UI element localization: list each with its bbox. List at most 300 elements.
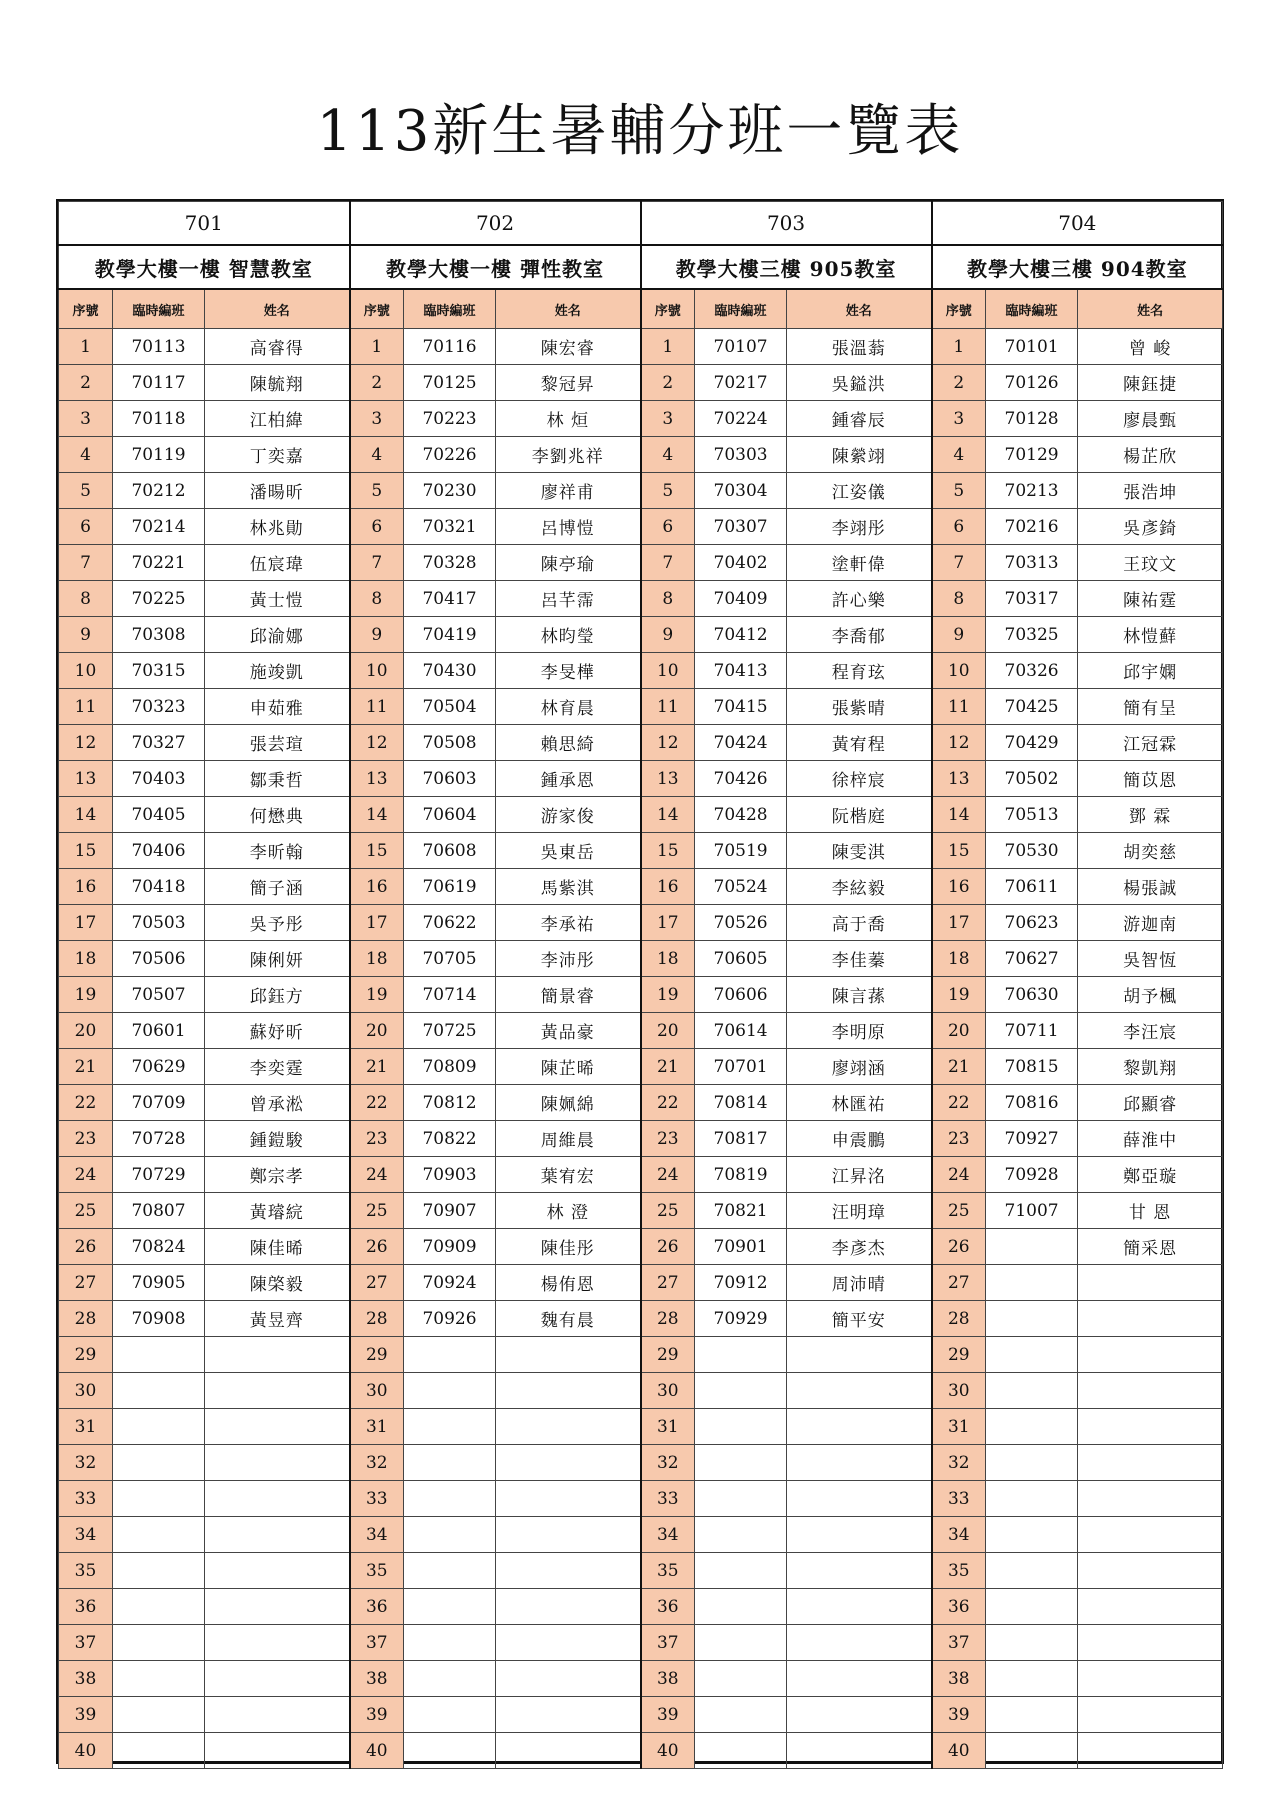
code-cell: 70908: [113, 1301, 205, 1337]
seq-cell: 6: [59, 509, 113, 545]
seq-cell: 17: [641, 905, 695, 941]
code-cell: 70822: [404, 1121, 496, 1157]
name-header: 姓名: [205, 289, 350, 329]
seq-cell: 24: [932, 1157, 986, 1193]
name-cell: [787, 1625, 932, 1661]
code-cell: 70506: [113, 941, 205, 977]
name-cell: 黃璿綄: [205, 1193, 350, 1229]
code-cell: 70118: [113, 401, 205, 437]
code-cell: 70614: [695, 1013, 787, 1049]
code-cell: 70705: [404, 941, 496, 977]
name-cell: 李彥杰: [787, 1229, 932, 1265]
seq-cell: 12: [350, 725, 404, 761]
code-cell: 70428: [695, 797, 787, 833]
name-cell: 胡予楓: [1078, 977, 1223, 1013]
seq-cell: 24: [641, 1157, 695, 1193]
code-cell: 70304: [695, 473, 787, 509]
code-cell: [404, 1373, 496, 1409]
seq-cell: 38: [932, 1661, 986, 1697]
seq-cell: 31: [59, 1409, 113, 1445]
code-cell: 70606: [695, 977, 787, 1013]
table-row: [59, 1553, 1223, 1589]
seq-cell: 25: [59, 1193, 113, 1229]
name-cell: 簡采恩: [1078, 1229, 1223, 1265]
code-cell: 70230: [404, 473, 496, 509]
seq-cell: 20: [350, 1013, 404, 1049]
table-row: [59, 329, 1223, 365]
code-cell: 70430: [404, 653, 496, 689]
name-cell: 阮楷庭: [787, 797, 932, 833]
name-cell: 楊張誠: [1078, 869, 1223, 905]
seq-cell: 21: [641, 1049, 695, 1085]
seq-cell: 7: [932, 545, 986, 581]
name-cell: 吳彥錡: [1078, 509, 1223, 545]
code-cell: 70605: [695, 941, 787, 977]
table-row: [59, 581, 1223, 617]
code-cell: 70128: [986, 401, 1078, 437]
code-cell: 70821: [695, 1193, 787, 1229]
seq-cell: 38: [59, 1661, 113, 1697]
code-cell: 70119: [113, 437, 205, 473]
code-cell: 70409: [695, 581, 787, 617]
seq-cell: 25: [641, 1193, 695, 1229]
seq-cell: 4: [59, 437, 113, 473]
seq-cell: 23: [59, 1121, 113, 1157]
table-row: [59, 1157, 1223, 1193]
code-cell: 70714: [404, 977, 496, 1013]
code-cell: 70524: [695, 869, 787, 905]
table-row: [59, 365, 1223, 401]
seq-cell: 9: [59, 617, 113, 653]
table-row: [59, 761, 1223, 797]
name-cell: [1078, 1589, 1223, 1625]
seq-cell: 38: [350, 1661, 404, 1697]
seq-cell: 34: [641, 1517, 695, 1553]
code-cell: 70116: [404, 329, 496, 365]
code-cell: 70328: [404, 545, 496, 581]
name-cell: 張芸瑄: [205, 725, 350, 761]
seq-cell: 8: [59, 581, 113, 617]
seq-cell: 25: [350, 1193, 404, 1229]
name-cell: 陳亭瑜: [496, 545, 641, 581]
seq-cell: 36: [932, 1589, 986, 1625]
name-cell: 陳言蓀: [787, 977, 932, 1013]
seq-cell: 29: [59, 1337, 113, 1373]
seq-cell: 28: [350, 1301, 404, 1337]
name-cell: [1078, 1733, 1223, 1769]
code-cell: 70412: [695, 617, 787, 653]
seq-cell: 31: [932, 1409, 986, 1445]
seq-cell: 18: [932, 941, 986, 977]
name-cell: 李翊彤: [787, 509, 932, 545]
name-cell: 林育晨: [496, 689, 641, 725]
name-cell: [205, 1445, 350, 1481]
seq-cell: 33: [641, 1481, 695, 1517]
name-cell: 江柏緯: [205, 401, 350, 437]
code-cell: [986, 1265, 1078, 1301]
name-cell: 甘 恩: [1078, 1193, 1223, 1229]
seq-cell: 34: [350, 1517, 404, 1553]
table-row: [59, 653, 1223, 689]
name-cell: 張紫晴: [787, 689, 932, 725]
name-cell: [787, 1553, 932, 1589]
code-cell: 70630: [986, 977, 1078, 1013]
seq-cell: 12: [59, 725, 113, 761]
seq-cell: 9: [932, 617, 986, 653]
name-cell: [205, 1517, 350, 1553]
name-cell: [205, 1697, 350, 1733]
code-cell: 70429: [986, 725, 1078, 761]
seq-cell: 7: [641, 545, 695, 581]
name-cell: 邱宇嫻: [1078, 653, 1223, 689]
code-cell: 70725: [404, 1013, 496, 1049]
code-header: 臨時編班: [404, 289, 496, 329]
name-cell: [205, 1373, 350, 1409]
name-cell: 鄒秉哲: [205, 761, 350, 797]
name-cell: 周沛晴: [787, 1265, 932, 1301]
code-cell: 70503: [113, 905, 205, 941]
code-cell: 70929: [695, 1301, 787, 1337]
code-cell: [404, 1409, 496, 1445]
code-cell: 70415: [695, 689, 787, 725]
code-header: 臨時編班: [113, 289, 205, 329]
name-cell: [205, 1337, 350, 1373]
name-cell: 陳俐妍: [205, 941, 350, 977]
seq-cell: 33: [59, 1481, 113, 1517]
seq-cell: 8: [932, 581, 986, 617]
code-cell: [404, 1445, 496, 1481]
name-cell: [496, 1661, 641, 1697]
seq-cell: 17: [932, 905, 986, 941]
name-cell: 鄭亞璇: [1078, 1157, 1223, 1193]
seq-cell: 16: [59, 869, 113, 905]
code-cell: 70819: [695, 1157, 787, 1193]
name-cell: 李喬郁: [787, 617, 932, 653]
name-cell: 廖祥甫: [496, 473, 641, 509]
name-cell: 李旻樺: [496, 653, 641, 689]
code-cell: [986, 1337, 1078, 1373]
table-row: [59, 725, 1223, 761]
table-row: [59, 1733, 1223, 1769]
name-cell: 陳棨毅: [205, 1265, 350, 1301]
seq-cell: 32: [641, 1445, 695, 1481]
seq-cell: 36: [641, 1589, 695, 1625]
seq-header: 序號: [59, 289, 113, 329]
seq-cell: 10: [350, 653, 404, 689]
name-cell: [1078, 1625, 1223, 1661]
seq-cell: 32: [59, 1445, 113, 1481]
seq-cell: 26: [932, 1229, 986, 1265]
name-cell: 伍宸瑋: [205, 545, 350, 581]
seq-cell: 19: [350, 977, 404, 1013]
name-cell: 王玟文: [1078, 545, 1223, 581]
code-cell: 70816: [986, 1085, 1078, 1121]
name-cell: 陳鈺捷: [1078, 365, 1223, 401]
name-cell: 丁奕嘉: [205, 437, 350, 473]
name-cell: 張浩坤: [1078, 473, 1223, 509]
class-id: 701: [59, 202, 350, 246]
seq-cell: 40: [350, 1733, 404, 1769]
code-cell: 70307: [695, 509, 787, 545]
name-cell: [496, 1589, 641, 1625]
seq-cell: 16: [641, 869, 695, 905]
code-cell: 70701: [695, 1049, 787, 1085]
seq-cell: 3: [641, 401, 695, 437]
seq-cell: 9: [641, 617, 695, 653]
code-cell: 70221: [113, 545, 205, 581]
name-cell: 何懋典: [205, 797, 350, 833]
code-cell: 70502: [986, 761, 1078, 797]
code-cell: 70321: [404, 509, 496, 545]
name-cell: 吳予彤: [205, 905, 350, 941]
table-row: [59, 473, 1223, 509]
name-cell: 賴思綺: [496, 725, 641, 761]
name-cell: [496, 1553, 641, 1589]
code-cell: 70912: [695, 1265, 787, 1301]
code-cell: 70907: [404, 1193, 496, 1229]
name-header: 姓名: [1078, 289, 1223, 329]
code-cell: 70530: [986, 833, 1078, 869]
seq-cell: 4: [932, 437, 986, 473]
seq-cell: 18: [350, 941, 404, 977]
name-cell: [1078, 1445, 1223, 1481]
seq-cell: 22: [59, 1085, 113, 1121]
name-header: 姓名: [787, 289, 932, 329]
seq-cell: 4: [350, 437, 404, 473]
code-cell: 70608: [404, 833, 496, 869]
seq-cell: 18: [641, 941, 695, 977]
code-cell: 70405: [113, 797, 205, 833]
code-cell: [404, 1337, 496, 1373]
seq-cell: 1: [59, 329, 113, 365]
name-cell: 呂博愷: [496, 509, 641, 545]
name-cell: 吳智恆: [1078, 941, 1223, 977]
code-cell: 70129: [986, 437, 1078, 473]
name-cell: [1078, 1373, 1223, 1409]
code-cell: 70224: [695, 401, 787, 437]
name-cell: 邱渝娜: [205, 617, 350, 653]
code-cell: [986, 1229, 1078, 1265]
code-cell: 70504: [404, 689, 496, 725]
seq-cell: 2: [932, 365, 986, 401]
code-cell: 70303: [695, 437, 787, 473]
seq-cell: 6: [932, 509, 986, 545]
name-cell: [787, 1445, 932, 1481]
name-cell: [787, 1481, 932, 1517]
table-row: [59, 1445, 1223, 1481]
seq-cell: 14: [350, 797, 404, 833]
name-cell: [205, 1589, 350, 1625]
seq-cell: 28: [59, 1301, 113, 1337]
code-cell: 70213: [986, 473, 1078, 509]
code-header: 臨時編班: [986, 289, 1078, 329]
table-row: [59, 401, 1223, 437]
table-row: [59, 1301, 1223, 1337]
name-cell: 李昕翰: [205, 833, 350, 869]
class-room: 教學大樓一樓 彈性教室: [350, 245, 641, 289]
code-cell: [986, 1481, 1078, 1517]
seq-cell: 11: [932, 689, 986, 725]
seq-cell: 29: [932, 1337, 986, 1373]
seq-cell: 21: [932, 1049, 986, 1085]
name-cell: 陳宏睿: [496, 329, 641, 365]
seq-cell: 36: [350, 1589, 404, 1625]
seq-cell: 39: [59, 1697, 113, 1733]
code-cell: 70426: [695, 761, 787, 797]
code-cell: 70815: [986, 1049, 1078, 1085]
code-cell: 70629: [113, 1049, 205, 1085]
seq-cell: 30: [932, 1373, 986, 1409]
code-cell: 70601: [113, 1013, 205, 1049]
table-row: [59, 1481, 1223, 1517]
seq-cell: 35: [932, 1553, 986, 1589]
code-cell: [695, 1337, 787, 1373]
name-cell: 林匯祐: [787, 1085, 932, 1121]
seq-cell: 2: [641, 365, 695, 401]
name-cell: 簡苡恩: [1078, 761, 1223, 797]
name-cell: 塗軒偉: [787, 545, 932, 581]
name-cell: 陳佳晞: [205, 1229, 350, 1265]
code-cell: 70903: [404, 1157, 496, 1193]
seq-cell: 6: [350, 509, 404, 545]
table-row: [59, 437, 1223, 473]
name-cell: 簡子涵: [205, 869, 350, 905]
seq-cell: 30: [641, 1373, 695, 1409]
code-cell: [113, 1625, 205, 1661]
seq-cell: 36: [59, 1589, 113, 1625]
name-cell: 呂芊霈: [496, 581, 641, 617]
seq-cell: 21: [350, 1049, 404, 1085]
code-cell: [695, 1661, 787, 1697]
name-cell: 吳鎰洪: [787, 365, 932, 401]
page-title: 113新生暑輔分班一覽表: [316, 99, 964, 164]
seq-cell: 11: [350, 689, 404, 725]
name-cell: 黃品豪: [496, 1013, 641, 1049]
code-cell: 70226: [404, 437, 496, 473]
seq-cell: 26: [59, 1229, 113, 1265]
code-cell: 70113: [113, 329, 205, 365]
code-cell: 70117: [113, 365, 205, 401]
code-cell: 70814: [695, 1085, 787, 1121]
name-cell: 施竣凱: [205, 653, 350, 689]
code-cell: [113, 1661, 205, 1697]
seq-cell: 5: [932, 473, 986, 509]
seq-cell: 33: [350, 1481, 404, 1517]
code-cell: 70406: [113, 833, 205, 869]
name-cell: [496, 1445, 641, 1481]
seq-cell: 15: [641, 833, 695, 869]
seq-cell: 24: [59, 1157, 113, 1193]
name-cell: [1078, 1337, 1223, 1373]
seq-cell: 27: [350, 1265, 404, 1301]
code-cell: [404, 1625, 496, 1661]
name-cell: 黎冠昇: [496, 365, 641, 401]
code-cell: [404, 1589, 496, 1625]
seq-cell: 14: [59, 797, 113, 833]
seq-cell: 21: [59, 1049, 113, 1085]
seq-cell: 20: [59, 1013, 113, 1049]
table-row: [59, 905, 1223, 941]
seq-cell: 26: [641, 1229, 695, 1265]
table-row: [59, 1697, 1223, 1733]
name-cell: 魏有晨: [496, 1301, 641, 1337]
code-cell: 70611: [986, 869, 1078, 905]
code-cell: [695, 1445, 787, 1481]
code-cell: [986, 1625, 1078, 1661]
name-cell: 楊侑恩: [496, 1265, 641, 1301]
name-cell: [787, 1517, 932, 1553]
name-cell: 林 澄: [496, 1193, 641, 1229]
code-cell: 70212: [113, 473, 205, 509]
name-cell: 程育玹: [787, 653, 932, 689]
name-cell: [1078, 1661, 1223, 1697]
code-cell: 70101: [986, 329, 1078, 365]
seq-cell: 2: [59, 365, 113, 401]
seq-cell: 13: [641, 761, 695, 797]
code-cell: 70419: [404, 617, 496, 653]
class-id-row: [59, 202, 1223, 246]
table-row: [59, 1517, 1223, 1553]
name-cell: 陳佳彤: [496, 1229, 641, 1265]
table-row: [59, 1193, 1223, 1229]
name-cell: 潘暘昕: [205, 473, 350, 509]
name-cell: 簡平安: [787, 1301, 932, 1337]
seq-cell: 5: [59, 473, 113, 509]
seq-cell: 14: [641, 797, 695, 833]
name-cell: 鄭宗孝: [205, 1157, 350, 1193]
code-cell: 70317: [986, 581, 1078, 617]
name-cell: [205, 1733, 350, 1769]
seq-cell: 22: [350, 1085, 404, 1121]
name-cell: 簡景睿: [496, 977, 641, 1013]
name-cell: 陳縈翊: [787, 437, 932, 473]
seq-cell: 13: [932, 761, 986, 797]
seq-cell: 27: [932, 1265, 986, 1301]
seq-cell: 18: [59, 941, 113, 977]
name-cell: [787, 1409, 932, 1445]
code-cell: [986, 1697, 1078, 1733]
seq-cell: 20: [641, 1013, 695, 1049]
name-cell: 廖晨甄: [1078, 401, 1223, 437]
seq-cell: 15: [350, 833, 404, 869]
code-header: 臨時編班: [695, 289, 787, 329]
seq-cell: 5: [641, 473, 695, 509]
name-cell: [205, 1553, 350, 1589]
code-cell: 70107: [695, 329, 787, 365]
seq-cell: 24: [350, 1157, 404, 1193]
seq-cell: 35: [641, 1553, 695, 1589]
name-cell: 林愷蘚: [1078, 617, 1223, 653]
code-cell: 70519: [695, 833, 787, 869]
name-cell: 張溫蓊: [787, 329, 932, 365]
table-row: [59, 1013, 1223, 1049]
seq-cell: 40: [932, 1733, 986, 1769]
seq-cell: 32: [350, 1445, 404, 1481]
code-cell: 70125: [404, 365, 496, 401]
code-cell: [113, 1373, 205, 1409]
seq-cell: 1: [641, 329, 695, 365]
code-cell: 70308: [113, 617, 205, 653]
name-header: 姓名: [496, 289, 641, 329]
code-cell: 70126: [986, 365, 1078, 401]
code-cell: [113, 1697, 205, 1733]
column-header-row: [59, 289, 1223, 329]
seq-cell: 8: [350, 581, 404, 617]
name-cell: 申震鵬: [787, 1121, 932, 1157]
name-cell: 江昇洺: [787, 1157, 932, 1193]
name-cell: 黃士愷: [205, 581, 350, 617]
table-row: [59, 1229, 1223, 1265]
